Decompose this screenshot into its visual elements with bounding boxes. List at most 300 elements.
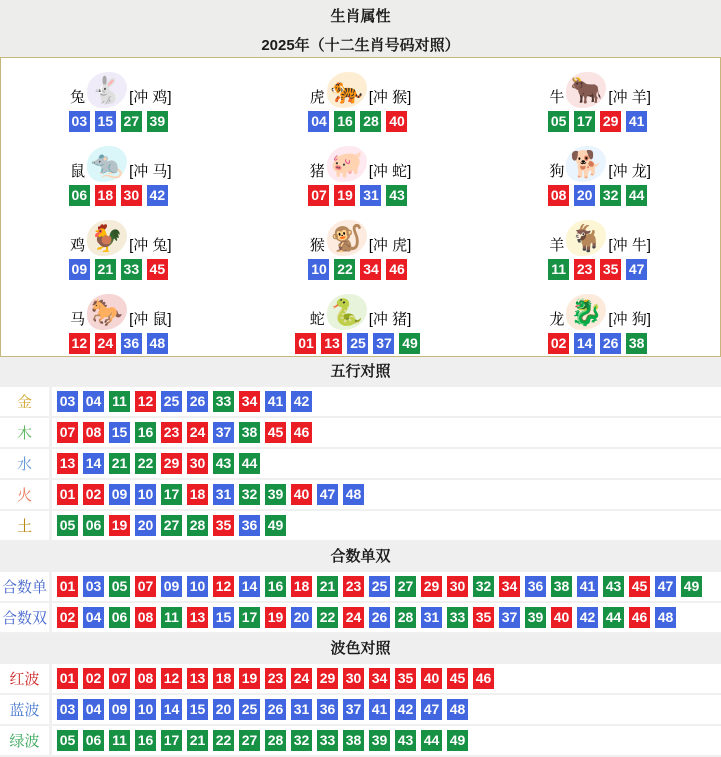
snake-icon: 🐍 bbox=[327, 294, 367, 330]
zodiac-cell-header bbox=[549, 70, 651, 108]
number-chip: 06 bbox=[83, 515, 104, 536]
number-chip: 34 bbox=[499, 576, 520, 597]
zodiac-clash-label: [冲 鸡] bbox=[129, 89, 172, 106]
number-chip: 04 bbox=[83, 699, 104, 720]
zodiac-cell bbox=[241, 208, 481, 282]
row-label: 合数单 bbox=[0, 572, 52, 601]
number-chip: 26 bbox=[187, 391, 208, 412]
number-chip: 34 bbox=[360, 259, 381, 280]
number-chip: 14 bbox=[161, 699, 182, 720]
number-chip: 21 bbox=[317, 576, 338, 597]
number-chip: 27 bbox=[121, 111, 142, 132]
number-chip: 49 bbox=[447, 730, 468, 751]
number-sections bbox=[0, 357, 721, 757]
row-label: 土 bbox=[0, 511, 52, 540]
row-numbers bbox=[52, 576, 707, 597]
number-chip: 25 bbox=[347, 333, 368, 354]
number-chip: 47 bbox=[655, 576, 676, 597]
zodiac-numbers bbox=[241, 185, 481, 206]
number-chip: 39 bbox=[525, 607, 546, 628]
number-chip: 17 bbox=[239, 607, 260, 628]
number-chip: 20 bbox=[213, 699, 234, 720]
number-chip: 27 bbox=[395, 576, 416, 597]
number-chip: 12 bbox=[213, 576, 234, 597]
number-row bbox=[0, 572, 721, 603]
number-chip: 38 bbox=[343, 730, 364, 751]
number-chip: 19 bbox=[239, 668, 260, 689]
number-chip: 13 bbox=[57, 453, 78, 474]
number-chip: 30 bbox=[447, 576, 468, 597]
zodiac-name: 蛇 bbox=[309, 311, 325, 328]
number-chip: 33 bbox=[317, 730, 338, 751]
number-row bbox=[0, 449, 721, 480]
zodiac-cell bbox=[1, 282, 241, 356]
row-numbers bbox=[52, 607, 681, 628]
number-chip: 20 bbox=[291, 607, 312, 628]
number-chip: 36 bbox=[239, 515, 260, 536]
number-chip: 39 bbox=[147, 111, 168, 132]
number-chip: 42 bbox=[291, 391, 312, 412]
number-chip: 11 bbox=[161, 607, 182, 628]
zodiac-numbers bbox=[1, 185, 241, 206]
zodiac-name: 兔 bbox=[70, 89, 86, 106]
pig-icon: 🐖 bbox=[327, 146, 367, 182]
zodiac-clash-label: [冲 龙] bbox=[608, 163, 651, 180]
number-chip: 01 bbox=[57, 576, 78, 597]
number-chip: 48 bbox=[147, 333, 168, 354]
section-title: 波色对照 bbox=[0, 634, 721, 664]
row-numbers bbox=[52, 422, 317, 443]
number-chip: 06 bbox=[83, 730, 104, 751]
number-row bbox=[0, 418, 721, 449]
page-header bbox=[0, 0, 721, 57]
number-chip: 44 bbox=[626, 185, 647, 206]
number-chip: 47 bbox=[317, 484, 338, 505]
number-chip: 02 bbox=[83, 668, 104, 689]
number-chip: 28 bbox=[395, 607, 416, 628]
number-chip: 05 bbox=[548, 111, 569, 132]
zodiac-cell bbox=[480, 208, 720, 282]
number-chip: 06 bbox=[69, 185, 90, 206]
zodiac-clash-label: [冲 马] bbox=[129, 163, 172, 180]
number-chip: 42 bbox=[577, 607, 598, 628]
number-chip: 01 bbox=[295, 333, 316, 354]
zodiac-cell bbox=[480, 282, 720, 356]
number-chip: 32 bbox=[473, 576, 494, 597]
number-chip: 40 bbox=[386, 111, 407, 132]
number-chip: 34 bbox=[369, 668, 390, 689]
number-chip: 19 bbox=[334, 185, 355, 206]
number-chip: 05 bbox=[57, 515, 78, 536]
number-chip: 18 bbox=[187, 484, 208, 505]
number-chip: 16 bbox=[135, 422, 156, 443]
number-chip: 07 bbox=[135, 576, 156, 597]
number-chip: 01 bbox=[57, 668, 78, 689]
number-chip: 22 bbox=[135, 453, 156, 474]
number-chip: 18 bbox=[95, 185, 116, 206]
number-chip: 46 bbox=[291, 422, 312, 443]
number-chip: 45 bbox=[629, 576, 650, 597]
number-chip: 35 bbox=[395, 668, 416, 689]
number-chip: 31 bbox=[421, 607, 442, 628]
number-chip: 26 bbox=[600, 333, 621, 354]
zodiac-name: 牛 bbox=[549, 89, 565, 106]
number-chip: 07 bbox=[109, 668, 130, 689]
number-chip: 15 bbox=[213, 607, 234, 628]
zodiac-numbers bbox=[1, 111, 241, 132]
number-chip: 04 bbox=[83, 607, 104, 628]
number-chip: 30 bbox=[121, 185, 142, 206]
number-chip: 16 bbox=[334, 111, 355, 132]
number-chip: 12 bbox=[135, 391, 156, 412]
number-chip: 45 bbox=[265, 422, 286, 443]
number-chip: 39 bbox=[265, 484, 286, 505]
zodiac-cell bbox=[241, 282, 481, 356]
zodiac-name: 猪 bbox=[309, 163, 325, 180]
row-numbers bbox=[52, 484, 369, 505]
zodiac-clash-label: [冲 蛇] bbox=[368, 163, 412, 180]
number-chip: 30 bbox=[187, 453, 208, 474]
zodiac-clash-label: [冲 狗] bbox=[608, 311, 651, 328]
number-chip: 24 bbox=[291, 668, 312, 689]
number-chip: 40 bbox=[421, 668, 442, 689]
number-chip: 20 bbox=[574, 185, 595, 206]
number-chip: 08 bbox=[135, 607, 156, 628]
zodiac-name: 鼠 bbox=[70, 163, 86, 180]
zodiac-cell bbox=[1, 134, 241, 208]
number-chip: 47 bbox=[421, 699, 442, 720]
number-chip: 44 bbox=[239, 453, 260, 474]
number-chip: 03 bbox=[57, 699, 78, 720]
row-numbers bbox=[52, 453, 265, 474]
number-chip: 19 bbox=[109, 515, 130, 536]
number-chip: 09 bbox=[161, 576, 182, 597]
number-chip: 26 bbox=[369, 607, 390, 628]
number-chip: 26 bbox=[265, 699, 286, 720]
number-chip: 45 bbox=[447, 668, 468, 689]
number-chip: 16 bbox=[265, 576, 286, 597]
zodiac-clash-label: [冲 猴] bbox=[368, 89, 412, 106]
number-chip: 03 bbox=[69, 111, 90, 132]
zodiac-cell-header bbox=[310, 70, 412, 108]
number-chip: 02 bbox=[83, 484, 104, 505]
number-chip: 18 bbox=[213, 668, 234, 689]
number-chip: 13 bbox=[187, 668, 208, 689]
rooster-icon: 🐓 bbox=[87, 220, 127, 256]
number-chip: 41 bbox=[265, 391, 286, 412]
number-chip: 40 bbox=[291, 484, 312, 505]
zodiac-clash-label: [冲 鼠] bbox=[129, 311, 172, 328]
number-chip: 31 bbox=[291, 699, 312, 720]
number-chip: 36 bbox=[525, 576, 546, 597]
number-chip: 24 bbox=[187, 422, 208, 443]
number-chip: 25 bbox=[239, 699, 260, 720]
number-chip: 09 bbox=[69, 259, 90, 280]
rat-icon: 🐀 bbox=[87, 146, 127, 182]
dog-icon: 🐕 bbox=[566, 146, 606, 182]
number-chip: 05 bbox=[57, 730, 78, 751]
zodiac-cell bbox=[1, 60, 241, 134]
zodiac-cell-header bbox=[310, 218, 412, 256]
number-chip: 10 bbox=[135, 699, 156, 720]
number-chip: 15 bbox=[109, 422, 130, 443]
number-chip: 31 bbox=[213, 484, 234, 505]
number-chip: 23 bbox=[161, 422, 182, 443]
number-chip: 39 bbox=[369, 730, 390, 751]
number-chip: 43 bbox=[386, 185, 407, 206]
number-chip: 38 bbox=[551, 576, 572, 597]
number-chip: 11 bbox=[109, 730, 130, 751]
number-chip: 35 bbox=[473, 607, 494, 628]
number-chip: 23 bbox=[265, 668, 286, 689]
number-chip: 11 bbox=[109, 391, 130, 412]
number-chip: 02 bbox=[57, 607, 78, 628]
number-chip: 48 bbox=[655, 607, 676, 628]
number-chip: 11 bbox=[548, 259, 569, 280]
number-row bbox=[0, 511, 721, 542]
number-chip: 10 bbox=[187, 576, 208, 597]
number-chip: 37 bbox=[343, 699, 364, 720]
number-chip: 02 bbox=[548, 333, 569, 354]
number-chip: 12 bbox=[161, 668, 182, 689]
number-chip: 42 bbox=[147, 185, 168, 206]
number-chip: 21 bbox=[109, 453, 130, 474]
number-chip: 49 bbox=[265, 515, 286, 536]
monkey-icon: 🐒 bbox=[327, 220, 367, 256]
number-chip: 22 bbox=[317, 607, 338, 628]
zodiac-numbers bbox=[1, 333, 241, 354]
number-chip: 43 bbox=[603, 576, 624, 597]
number-chip: 19 bbox=[265, 607, 286, 628]
zodiac-numbers bbox=[480, 333, 720, 354]
zodiac-cell bbox=[1, 208, 241, 282]
number-chip: 15 bbox=[95, 111, 116, 132]
zodiac-name: 猴 bbox=[309, 237, 325, 254]
zodiac-cell-header bbox=[310, 292, 412, 330]
zodiac-grid bbox=[0, 57, 721, 357]
zodiac-name: 鸡 bbox=[70, 237, 86, 254]
number-chip: 42 bbox=[395, 699, 416, 720]
zodiac-cell bbox=[480, 134, 720, 208]
number-chip: 38 bbox=[626, 333, 647, 354]
number-chip: 03 bbox=[57, 391, 78, 412]
horse-icon: 🐎 bbox=[87, 294, 127, 330]
zodiac-name: 狗 bbox=[549, 163, 565, 180]
number-chip: 09 bbox=[109, 699, 130, 720]
number-chip: 06 bbox=[109, 607, 130, 628]
zodiac-cell-header bbox=[549, 144, 651, 182]
number-chip: 41 bbox=[577, 576, 598, 597]
number-chip: 05 bbox=[109, 576, 130, 597]
row-numbers bbox=[52, 515, 291, 536]
number-chip: 36 bbox=[121, 333, 142, 354]
number-chip: 31 bbox=[360, 185, 381, 206]
number-row bbox=[0, 695, 721, 726]
zodiac-numbers bbox=[1, 259, 241, 280]
number-row bbox=[0, 480, 721, 511]
number-chip: 30 bbox=[343, 668, 364, 689]
number-chip: 33 bbox=[121, 259, 142, 280]
number-chip: 37 bbox=[499, 607, 520, 628]
row-label: 木 bbox=[0, 418, 52, 447]
zodiac-name: 马 bbox=[70, 311, 86, 328]
row-label: 蓝波 bbox=[0, 695, 52, 724]
zodiac-cell-header bbox=[310, 144, 412, 182]
number-chip: 22 bbox=[213, 730, 234, 751]
number-chip: 44 bbox=[421, 730, 442, 751]
number-chip: 07 bbox=[308, 185, 329, 206]
number-chip: 35 bbox=[213, 515, 234, 536]
zodiac-numbers bbox=[480, 259, 720, 280]
number-chip: 38 bbox=[239, 422, 260, 443]
number-chip: 15 bbox=[187, 699, 208, 720]
number-chip: 14 bbox=[239, 576, 260, 597]
zodiac-name: 羊 bbox=[549, 237, 565, 254]
number-chip: 07 bbox=[57, 422, 78, 443]
number-chip: 41 bbox=[369, 699, 390, 720]
number-row bbox=[0, 726, 721, 757]
row-numbers bbox=[52, 699, 473, 720]
number-chip: 16 bbox=[135, 730, 156, 751]
zodiac-name: 虎 bbox=[309, 89, 325, 106]
zodiac-numbers bbox=[480, 111, 720, 132]
row-label: 绿波 bbox=[0, 726, 52, 755]
zodiac-numbers bbox=[241, 259, 481, 280]
zodiac-clash-label: [冲 猪] bbox=[368, 311, 412, 328]
number-chip: 49 bbox=[399, 333, 420, 354]
number-chip: 21 bbox=[187, 730, 208, 751]
row-label: 金 bbox=[0, 387, 52, 416]
number-chip: 48 bbox=[447, 699, 468, 720]
number-chip: 32 bbox=[291, 730, 312, 751]
number-chip: 45 bbox=[147, 259, 168, 280]
tiger-icon: 🐅 bbox=[327, 72, 367, 108]
number-chip: 43 bbox=[395, 730, 416, 751]
zodiac-cell-header bbox=[549, 292, 651, 330]
number-chip: 13 bbox=[187, 607, 208, 628]
number-chip: 28 bbox=[265, 730, 286, 751]
number-chip: 43 bbox=[213, 453, 234, 474]
number-chip: 29 bbox=[317, 668, 338, 689]
number-chip: 29 bbox=[600, 111, 621, 132]
rabbit-icon: 🐇 bbox=[87, 72, 127, 108]
number-chip: 14 bbox=[83, 453, 104, 474]
number-chip: 46 bbox=[473, 668, 494, 689]
zodiac-cell bbox=[241, 60, 481, 134]
number-chip: 09 bbox=[109, 484, 130, 505]
number-chip: 33 bbox=[213, 391, 234, 412]
zodiac-cell-header bbox=[549, 218, 651, 256]
number-chip: 46 bbox=[629, 607, 650, 628]
number-chip: 47 bbox=[626, 259, 647, 280]
row-label: 水 bbox=[0, 449, 52, 478]
number-chip: 37 bbox=[213, 422, 234, 443]
number-chip: 08 bbox=[83, 422, 104, 443]
row-label: 红波 bbox=[0, 664, 52, 693]
section-title: 合数单双 bbox=[0, 542, 721, 572]
number-chip: 04 bbox=[308, 111, 329, 132]
number-chip: 41 bbox=[626, 111, 647, 132]
number-chip: 35 bbox=[600, 259, 621, 280]
zodiac-clash-label: [冲 牛] bbox=[608, 237, 651, 254]
number-chip: 24 bbox=[95, 333, 116, 354]
number-chip: 17 bbox=[161, 730, 182, 751]
number-chip: 14 bbox=[574, 333, 595, 354]
number-row bbox=[0, 603, 721, 634]
number-chip: 12 bbox=[69, 333, 90, 354]
number-chip: 24 bbox=[343, 607, 364, 628]
number-chip: 04 bbox=[83, 391, 104, 412]
row-numbers bbox=[52, 730, 473, 751]
number-chip: 27 bbox=[161, 515, 182, 536]
goat-icon: 🐐 bbox=[566, 220, 606, 256]
number-chip: 23 bbox=[343, 576, 364, 597]
page-subtitle: 2025年（十二生肖号码对照） bbox=[261, 37, 460, 54]
number-chip: 36 bbox=[317, 699, 338, 720]
number-chip: 10 bbox=[135, 484, 156, 505]
zodiac-clash-label: [冲 虎] bbox=[368, 237, 412, 254]
number-chip: 37 bbox=[373, 333, 394, 354]
zodiac-cell-header bbox=[70, 218, 172, 256]
zodiac-cell bbox=[480, 60, 720, 134]
number-chip: 48 bbox=[343, 484, 364, 505]
number-chip: 29 bbox=[421, 576, 442, 597]
number-row bbox=[0, 387, 721, 418]
number-chip: 40 bbox=[551, 607, 572, 628]
number-row bbox=[0, 664, 721, 695]
number-chip: 17 bbox=[574, 111, 595, 132]
section-title: 五行对照 bbox=[0, 357, 721, 387]
zodiac-numbers bbox=[480, 185, 720, 206]
number-chip: 21 bbox=[95, 259, 116, 280]
row-numbers bbox=[52, 391, 317, 412]
number-chip: 18 bbox=[291, 576, 312, 597]
number-chip: 08 bbox=[135, 668, 156, 689]
number-chip: 32 bbox=[600, 185, 621, 206]
dragon-icon: 🐉 bbox=[566, 294, 606, 330]
row-label: 火 bbox=[0, 480, 52, 509]
number-chip: 13 bbox=[321, 333, 342, 354]
zodiac-cell bbox=[241, 134, 481, 208]
number-chip: 22 bbox=[334, 259, 355, 280]
zodiac-clash-label: [冲 羊] bbox=[608, 89, 651, 106]
zodiac-numbers bbox=[241, 333, 481, 354]
number-chip: 33 bbox=[447, 607, 468, 628]
row-label: 合数双 bbox=[0, 603, 52, 632]
zodiac-name: 龙 bbox=[549, 311, 565, 328]
number-chip: 44 bbox=[603, 607, 624, 628]
zodiac-cell-header bbox=[70, 144, 172, 182]
number-chip: 27 bbox=[239, 730, 260, 751]
number-chip: 49 bbox=[681, 576, 702, 597]
number-chip: 10 bbox=[308, 259, 329, 280]
number-chip: 29 bbox=[161, 453, 182, 474]
number-chip: 28 bbox=[187, 515, 208, 536]
number-chip: 25 bbox=[161, 391, 182, 412]
zodiac-cell-header bbox=[70, 292, 172, 330]
zodiac-numbers bbox=[241, 111, 481, 132]
number-chip: 01 bbox=[57, 484, 78, 505]
page-title: 生肖属性 bbox=[330, 8, 391, 25]
zodiac-clash-label: [冲 兔] bbox=[129, 237, 172, 254]
number-chip: 32 bbox=[239, 484, 260, 505]
number-chip: 08 bbox=[548, 185, 569, 206]
number-chip: 23 bbox=[574, 259, 595, 280]
number-chip: 34 bbox=[239, 391, 260, 412]
number-chip: 46 bbox=[386, 259, 407, 280]
number-chip: 17 bbox=[161, 484, 182, 505]
row-numbers bbox=[52, 668, 499, 689]
